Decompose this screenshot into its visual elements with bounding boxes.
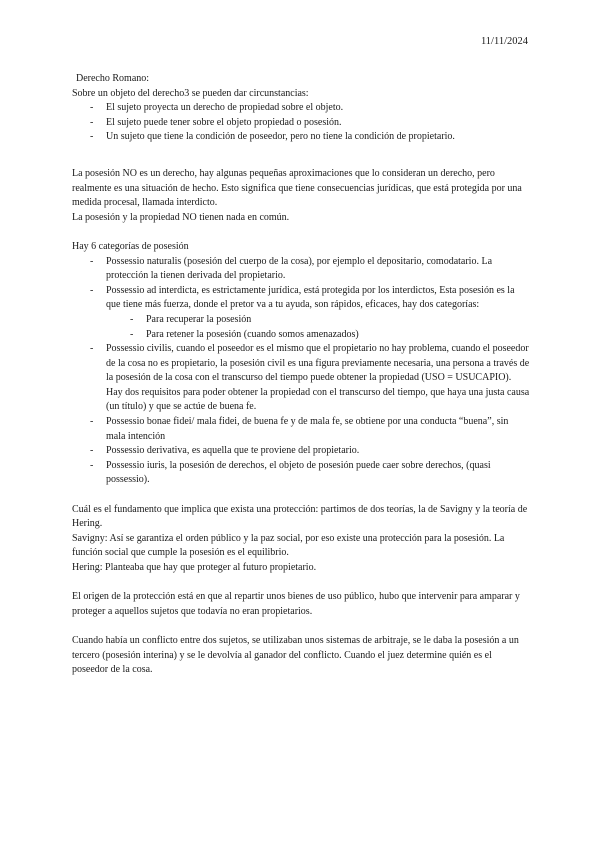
list-item: - Possessio civilis, cuando el poseedor es el mismo que el propietario no hay problema, cuando el poseedor de la cosa no es propietario, la posesión civil es una figura previamente necesaria, una persona a través de la posesión de la cosa con el transcurso del tiempo puede obtener la propiedad (USO = USUCAPIO). Hay dos requisitos para poder obtener la propiedad con el transcurso del tiempo, que haya una justa causa (un título) y que se actúe de buena fe. — [72, 342, 530, 415]
interdicto-sublist — [106, 313, 530, 342]
document-date: 11/11/2024 — [480, 36, 528, 47]
list-item: - Possessio naturalis (posesión del cuerpo de la cosa), por ejemplo el depositario, comodatario. La protección la tienen derivada del propietario. — [72, 255, 530, 284]
list-item: - Possessio derivativa, es aquella que te proviene del propietario. — [72, 444, 530, 459]
fundamento-paragraph: Cuál es el fundamento que implica que exista una protección: partimos de dos teorías, la de Savigny y la teoría de Hering. — [72, 503, 528, 530]
posesion-paragraph: La posesión NO es un derecho, hay algunas pequeñas aproximaciones que lo consideran un derecho, pero realmente es una situación de hecho. Esto significa que tiene consecuencias jurídicas, que está protegida por una medida procesal, llamada interdicto. — [72, 167, 522, 209]
list-item: - El sujeto puede tener sobre el objeto propiedad o posesión. — [72, 116, 530, 131]
list-item: - El sujeto proyecta un derecho de propiedad sobre el objeto. — [72, 101, 530, 116]
spacer — [72, 576, 530, 591]
spacer — [72, 488, 530, 503]
savigny-paragraph: Savigny: Así se garantiza el orden público y la paz social, por eso existe una protección para la posesión. La función social que cumple la posesión es el equilibrio. — [72, 532, 505, 559]
sublist-item: - Para retener la posesión (cuando somos amenazados) — [72, 328, 530, 343]
intro-paragraph: Sobre un objeto del derecho3 se pueden dar circunstancias: — [72, 87, 309, 99]
conflicto-paragraph: Cuando había un conflicto entre dos sujetos, se utilizaban unos sistemas de arbitraje, se le daba la posesión a un tercero (posesión interina) y se le devolvía al ganador del conflicto. Cuando el juez determine quién es el poseedor de la cosa. — [72, 634, 519, 676]
origen-paragraph: El origen de la protección está en que al repartir unos bienes de uso público, hubo que intervenir para amparar y proteger a aquellos sujetos que todavía no eran propietarios. — [72, 591, 520, 617]
circumstances-list — [72, 101, 530, 145]
document-body — [72, 72, 530, 678]
list-item: - Possessio iuris, la posesión de derechos, el objeto de posesión puede caer sobre derechos, (quasi possessio). — [72, 459, 530, 488]
hering-paragraph: Hering: Planteaba que hay que proteger al futuro propietario. — [72, 562, 317, 573]
categorias-list — [72, 255, 530, 489]
list-item: - Un sujeto que tiene la condición de poseedor, pero no tiene la condición de propietario. — [72, 130, 530, 145]
spacer — [72, 619, 530, 634]
posesion-propiedad-paragraph: La posesión y la propiedad NO tienen nada en común. — [72, 211, 290, 223]
spacer — [72, 225, 530, 240]
categorias-intro: Hay 6 categorías de posesión — [72, 240, 189, 252]
sublist-item: - Para recuperar la posesión — [72, 313, 530, 328]
list-item — [72, 284, 530, 342]
list-item-text: Possessio ad interdicta, es estrictamente jurídica, está protegida por los interdictos, Esta posesión es la que tiene más fuerza, donde el pretor va a tu ayuda, son rápidos, eficaces, hay dos categorías: — [106, 284, 515, 311]
list-item: - Possessio bonae fidei/ mala fidei, de buena fe y de mala fe, se obtiene por una conducta “buena”, sin mala intención — [72, 415, 530, 444]
spacer — [72, 145, 530, 167]
document-title: Derecho Romano: — [76, 73, 150, 84]
